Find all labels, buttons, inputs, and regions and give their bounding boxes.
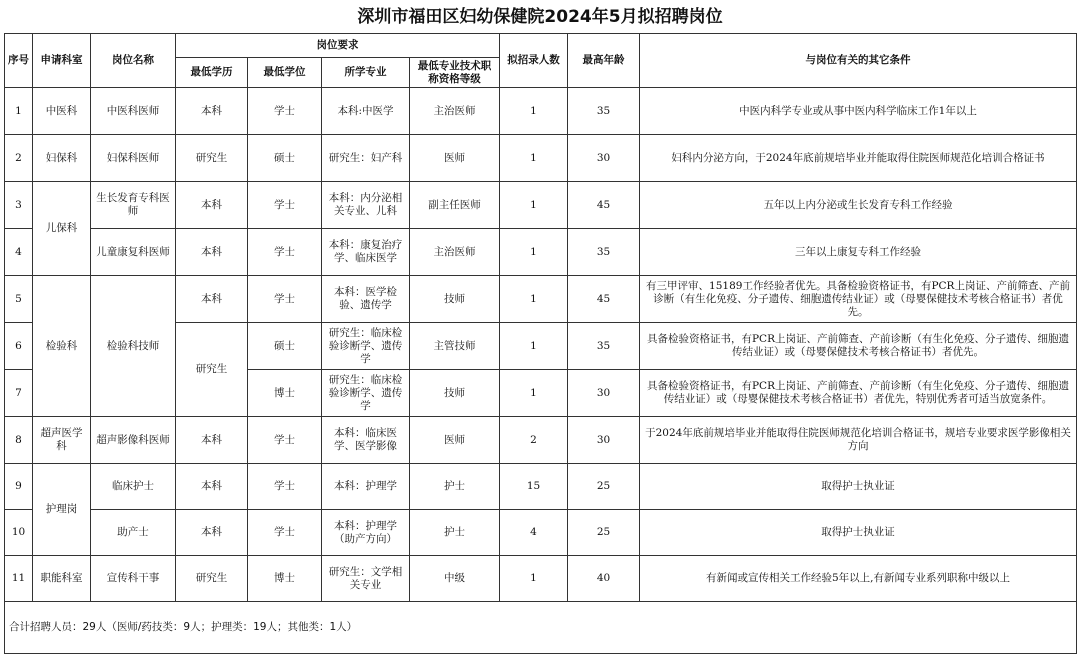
cell-seq: 10 [5, 510, 33, 556]
cell-age: 25 [568, 464, 640, 510]
cell-degree: 学士 [248, 88, 322, 135]
cell-position: 妇保科医师 [91, 135, 176, 182]
cell-major: 研究生：文学相关专业 [322, 556, 410, 602]
header-requirements: 岗位要求 [176, 34, 500, 58]
cell-title: 护士 [410, 510, 500, 556]
cell-education: 研究生 [176, 323, 248, 417]
cell-age: 30 [568, 135, 640, 182]
cell-seq: 11 [5, 556, 33, 602]
cell-major: 本科：康复治疗学、临床医学 [322, 229, 410, 276]
table-row [5, 556, 1077, 602]
cell-degree: 硕士 [248, 135, 322, 182]
cell-dept: 职能科室 [33, 556, 91, 602]
cell-seq: 8 [5, 417, 33, 464]
cell-seq: 6 [5, 323, 33, 370]
cell-age: 40 [568, 556, 640, 602]
cell-position: 生长发育专科医师 [91, 182, 176, 229]
cell-dept: 检验科 [33, 276, 91, 417]
cell-education: 本科 [176, 182, 248, 229]
cell-education: 研究生 [176, 135, 248, 182]
cell-education: 本科 [176, 229, 248, 276]
cell-title: 主管技师 [410, 323, 500, 370]
cell-age: 30 [568, 370, 640, 417]
cell-title: 副主任医师 [410, 182, 500, 229]
page-title: 深圳市福田区妇幼保健院2024年5月拟招聘岗位 [357, 7, 723, 27]
header-position: 岗位名称 [91, 34, 176, 88]
cell-position: 宣传科干事 [91, 556, 176, 602]
cell-other: 有三甲评审、15189工作经验者优先。具备检验资格证书，有PCR上岗证、产前筛查、产前诊断（有生化免疫、分子遗传、细胞遗传结业证）或（母婴保健技术考核合格证书）者优先。 [640, 276, 1077, 323]
cell-major: 本科：内分泌相关专业、儿科 [322, 182, 410, 229]
cell-age: 45 [568, 276, 640, 323]
table-row [5, 510, 1077, 556]
cell-other: 三年以上康复专科工作经验 [640, 229, 1077, 276]
cell-other: 具备检验资格证书，有PCR上岗证、产前筛查、产前诊断（有生化免疫、分子遗传、细胞遗传结业证）或（母婴保健技术考核合格证书）者优先，特别优秀者可适当放宽条件。 [640, 370, 1077, 417]
cell-age: 25 [568, 510, 640, 556]
cell-age: 45 [568, 182, 640, 229]
table-row [5, 464, 1077, 510]
cell-title: 医师 [410, 417, 500, 464]
recruitment-table [4, 33, 1077, 654]
cell-count: 1 [500, 135, 568, 182]
cell-title: 技师 [410, 370, 500, 417]
cell-seq: 7 [5, 370, 33, 417]
cell-education: 本科 [176, 417, 248, 464]
header-row [5, 34, 1077, 58]
table-row [5, 182, 1077, 229]
cell-other: 取得护士执业证 [640, 464, 1077, 510]
cell-dept: 中医科 [33, 88, 91, 135]
table-row [5, 229, 1077, 276]
cell-education: 本科 [176, 510, 248, 556]
cell-other: 中医内科学专业或从事中医内科学临床工作1年以上 [640, 88, 1077, 135]
cell-age: 35 [568, 88, 640, 135]
table-row [5, 135, 1077, 182]
cell-age: 35 [568, 323, 640, 370]
cell-education: 研究生 [176, 556, 248, 602]
cell-other: 有新闻或宣传相关工作经验5年以上,有新闻专业系列职称中级以上 [640, 556, 1077, 602]
cell-seq: 5 [5, 276, 33, 323]
header-min-title: 最低专业技术职称资格等级 [410, 58, 500, 88]
cell-seq: 2 [5, 135, 33, 182]
header-min-education: 最低学历 [176, 58, 248, 88]
cell-degree: 学士 [248, 464, 322, 510]
cell-dept: 超声医学科 [33, 417, 91, 464]
cell-degree: 学士 [248, 417, 322, 464]
total-row [5, 602, 1077, 654]
cell-dept: 护理岗 [33, 464, 91, 556]
cell-position: 临床护士 [91, 464, 176, 510]
cell-age: 30 [568, 417, 640, 464]
cell-major: 本科:中医学 [322, 88, 410, 135]
cell-count: 1 [500, 370, 568, 417]
cell-position: 超声影像科医师 [91, 417, 176, 464]
cell-count: 2 [500, 417, 568, 464]
cell-degree: 学士 [248, 229, 322, 276]
cell-major: 本科：护理学（助产方向） [322, 510, 410, 556]
cell-title: 护士 [410, 464, 500, 510]
cell-degree: 博士 [248, 556, 322, 602]
cell-major: 本科：医学检验、遗传学 [322, 276, 410, 323]
cell-seq: 3 [5, 182, 33, 229]
header-dept: 申请科室 [33, 34, 91, 88]
cell-other: 于2024年底前规培毕业并能取得住院医师规范化培训合格证书，规培专业要求医学影像相关方向 [640, 417, 1077, 464]
header-other: 与岗位有关的其它条件 [640, 34, 1077, 88]
cell-other: 具备检验资格证书，有PCR上岗证、产前筛查、产前诊断（有生化免疫、分子遗传、细胞遗传结业证）或（母婴保健技术考核合格证书）者优先。 [640, 323, 1077, 370]
header-min-degree: 最低学位 [248, 58, 322, 88]
cell-education: 本科 [176, 88, 248, 135]
cell-degree: 学士 [248, 182, 322, 229]
cell-education: 本科 [176, 464, 248, 510]
cell-position: 中医科医师 [91, 88, 176, 135]
header-count: 拟招录人数 [500, 34, 568, 88]
cell-position: 儿童康复科医师 [91, 229, 176, 276]
cell-count: 1 [500, 229, 568, 276]
cell-position: 检验科技师 [91, 276, 176, 417]
cell-seq: 4 [5, 229, 33, 276]
cell-title: 主治医师 [410, 229, 500, 276]
cell-dept: 妇保科 [33, 135, 91, 182]
total-summary: 合计招聘人员：29人（医师/药技类：9人；护理类：19人；其他类：1人） [5, 602, 1077, 654]
header-max-age: 最高年龄 [568, 34, 640, 88]
header-seq: 序号 [5, 34, 33, 88]
cell-seq: 1 [5, 88, 33, 135]
cell-age: 35 [568, 229, 640, 276]
cell-major: 本科：护理学 [322, 464, 410, 510]
cell-count: 1 [500, 182, 568, 229]
cell-title: 主治医师 [410, 88, 500, 135]
cell-major: 研究生：临床检验诊断学、遗传学 [322, 370, 410, 417]
cell-count: 1 [500, 276, 568, 323]
cell-count: 1 [500, 556, 568, 602]
cell-count: 4 [500, 510, 568, 556]
cell-title: 技师 [410, 276, 500, 323]
cell-education: 本科 [176, 276, 248, 323]
cell-title: 医师 [410, 135, 500, 182]
cell-other: 五年以上内分泌或生长发育专科工作经验 [640, 182, 1077, 229]
cell-major: 研究生：妇产科 [322, 135, 410, 182]
table-row [5, 417, 1077, 464]
cell-degree: 学士 [248, 510, 322, 556]
table-row [5, 276, 1077, 323]
cell-other: 妇科内分泌方向，于2024年底前规培毕业并能取得住院医师规范化培训合格证书 [640, 135, 1077, 182]
cell-seq: 9 [5, 464, 33, 510]
cell-count: 1 [500, 88, 568, 135]
cell-major: 研究生：临床检验诊断学、遗传学 [322, 323, 410, 370]
cell-dept: 儿保科 [33, 182, 91, 276]
cell-degree: 硕士 [248, 323, 322, 370]
cell-count: 1 [500, 323, 568, 370]
table-row [5, 88, 1077, 135]
header-major: 所学专业 [322, 58, 410, 88]
cell-position: 助产士 [91, 510, 176, 556]
cell-degree: 博士 [248, 370, 322, 417]
cell-other: 取得护士执业证 [640, 510, 1077, 556]
cell-title: 中级 [410, 556, 500, 602]
cell-degree: 学士 [248, 276, 322, 323]
cell-count: 15 [500, 464, 568, 510]
cell-major: 本科：临床医学、医学影像 [322, 417, 410, 464]
